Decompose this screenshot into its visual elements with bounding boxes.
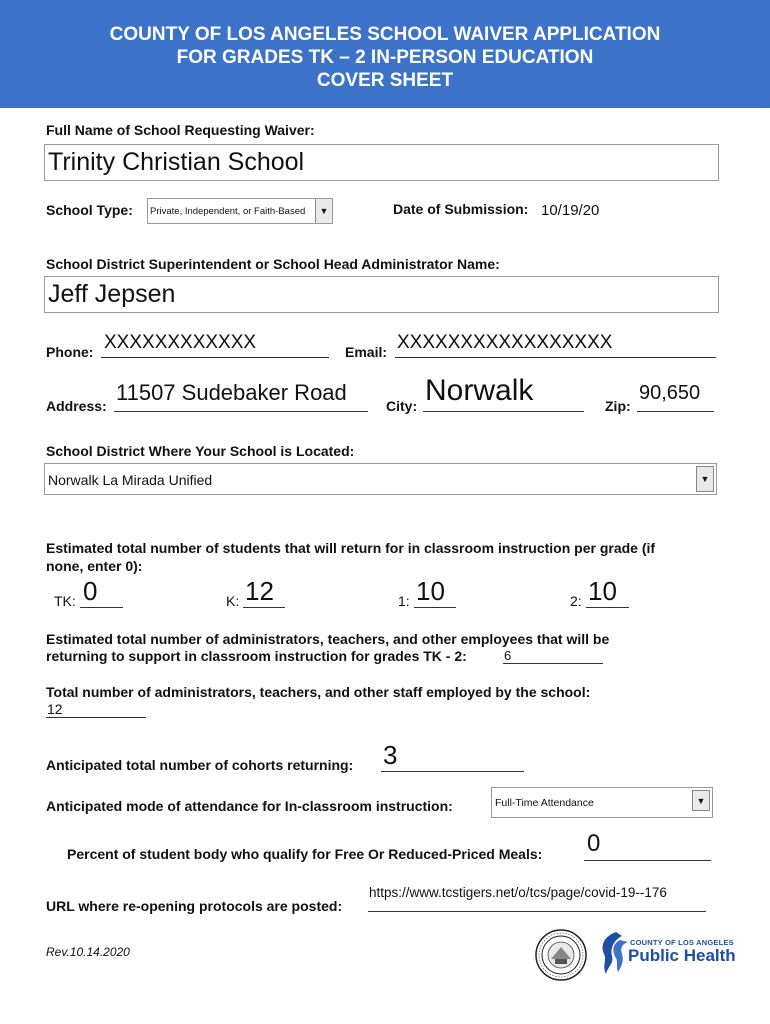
staff-total-value: 12	[47, 701, 63, 717]
staff-returning-value: 6	[504, 648, 512, 663]
meals-value: 0	[587, 830, 601, 857]
cohorts-label: Anticipated total number of cohorts returning:	[46, 757, 354, 773]
students-label-line1: Estimated total number of students that will return for in classroom instruction per grade (if	[46, 540, 656, 556]
email-label: Email:	[345, 344, 388, 360]
attendance-label: Anticipated mode of attendance for In-classroom instruction:	[46, 798, 453, 814]
k-label: K:	[226, 593, 240, 609]
title-line-1: COUNTY OF LOS ANGELES SCHOOL WAIVER APPLICATION	[109, 24, 661, 45]
staff-returning-field[interactable]	[503, 646, 603, 664]
school-name-value: Trinity Christian School	[48, 148, 305, 176]
tk-value: 0	[83, 576, 98, 606]
attendance-value: Full-Time Attendance	[495, 797, 594, 809]
city-label: City:	[386, 398, 418, 414]
district-label: School District Where Your School is Located:	[46, 443, 355, 459]
revision-text: Rev.10.14.2020	[46, 945, 130, 959]
zip-value: 90,650	[639, 382, 701, 404]
dropdown-arrow-icon[interactable]: ▼	[692, 790, 710, 811]
school-type-value: Private, Independent, or Faith-Based	[150, 206, 306, 217]
district-select[interactable]	[44, 463, 717, 495]
title-line-3: COVER SHEET	[316, 70, 454, 91]
phone-value: XXXXXXXXXXXX	[104, 332, 257, 353]
title-line-2: FOR GRADES TK – 2 IN-PERSON EDUCATION	[176, 47, 594, 68]
url-value: https://www.tcstigers.net/o/tcs/page/covid-19--176	[369, 885, 667, 900]
email-field[interactable]	[395, 332, 716, 358]
superintendent-label: School District Superintendent or School Head Administrator Name:	[46, 256, 500, 272]
staff-returning-label-line2: returning to support in classroom instruction for grades TK - 2:	[46, 648, 467, 664]
url-label: URL where re-opening protocols are posted:	[46, 898, 343, 914]
zip-label: Zip:	[605, 398, 631, 414]
meals-label: Percent of student body who qualify for Free Or Reduced-Priced Meals:	[67, 846, 543, 862]
school-type-select[interactable]	[147, 198, 333, 224]
phone-label: Phone:	[46, 344, 94, 360]
grade2-field[interactable]	[586, 576, 629, 608]
county-seal-icon	[535, 929, 587, 981]
students-label-line2: none, enter 0):	[46, 558, 143, 574]
date-submission-label: Date of Submission:	[393, 201, 529, 217]
meals-field[interactable]	[584, 830, 711, 861]
grade1-field[interactable]	[414, 576, 456, 608]
dropdown-arrow-icon[interactable]: ▼	[696, 466, 714, 492]
tk-label: TK:	[54, 593, 76, 609]
grade2-label: 2:	[570, 593, 582, 609]
address-value: 11507 Sudebaker Road	[116, 380, 347, 405]
dropdown-arrow-icon[interactable]: ▼	[315, 199, 332, 223]
grade1-label: 1:	[398, 593, 410, 609]
k-field[interactable]	[243, 576, 285, 608]
date-submission-value[interactable]: 10/19/20	[541, 202, 600, 219]
k-value: 12	[245, 576, 274, 606]
logo-public-health-text: Public Health	[628, 946, 736, 965]
tk-field[interactable]	[80, 576, 123, 608]
address-label: Address:	[46, 398, 107, 414]
district-value: Norwalk La Mirada Unified	[48, 472, 213, 488]
phone-field[interactable]	[101, 332, 329, 358]
staff-total-field[interactable]	[46, 700, 146, 718]
school-type-label: School Type:	[46, 202, 133, 218]
logo-county-text: COUNTY OF LOS ANGELES	[630, 938, 734, 947]
grade1-value: 10	[416, 576, 445, 606]
zip-field[interactable]	[637, 380, 714, 412]
city-value: Norwalk	[425, 374, 534, 407]
staff-total-label: Total number of administrators, teachers, and other staff employed by the school:	[46, 684, 591, 700]
attendance-select[interactable]	[491, 787, 713, 818]
city-field[interactable]	[423, 374, 584, 412]
staff-returning-label-line1: Estimated total number of administrators, teachers, and other employees that will be	[46, 631, 610, 647]
grade2-value: 10	[588, 576, 617, 606]
cohorts-value: 3	[383, 740, 398, 770]
cohorts-field[interactable]	[381, 740, 524, 772]
school-name-field[interactable]	[44, 144, 719, 181]
school-name-label: Full Name of School Requesting Waiver:	[46, 122, 315, 138]
header-banner	[0, 0, 770, 108]
superintendent-field[interactable]	[44, 276, 719, 313]
address-field[interactable]	[114, 378, 368, 412]
public-health-logo-icon	[598, 930, 632, 976]
email-value: XXXXXXXXXXXXXXXXX	[397, 332, 613, 353]
superintendent-value: Jeff Jepsen	[48, 280, 176, 308]
url-field[interactable]	[368, 882, 706, 912]
